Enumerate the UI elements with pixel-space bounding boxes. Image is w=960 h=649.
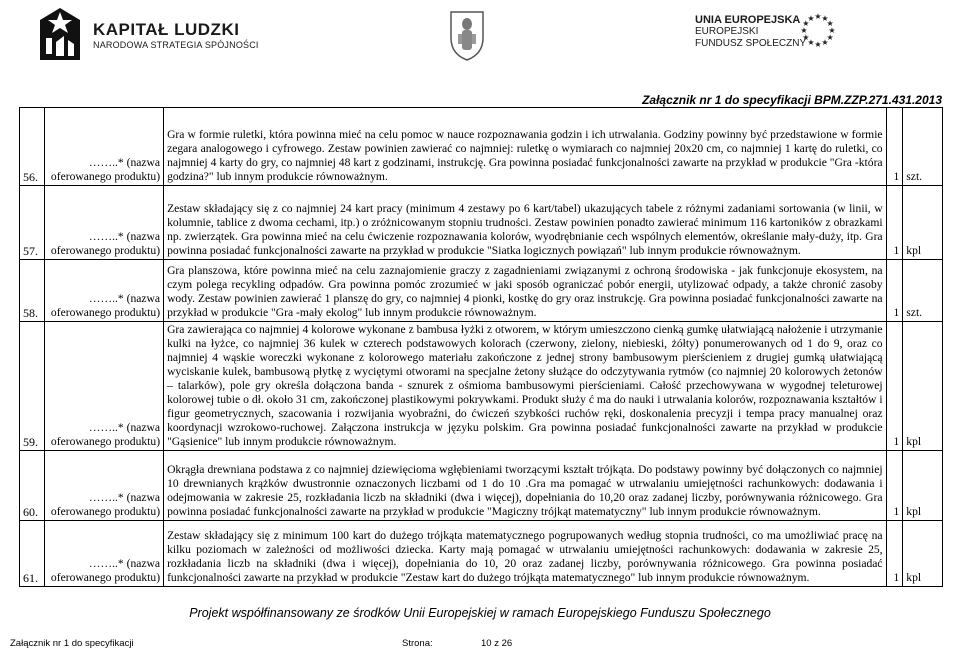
product-description: Okrągła drewniana podstawa z co najmniej dziewięcioma wgłębieniami tworzącymi kształt trójkąta. Do podstawy powinny być dołączonych co najmniej 10 drewnianych krążków dwustronnie oznaczonych liczbami od 1 do 10 .Gra ma pomagać w utrwalaniu umiejętności rachunkowych: dodawania i odejmowania w zakresie 25, rozkładania liczb na składniki (dwa i więcej), dopełniania do 10,20 oraz zadanej liczby, porównywania różnicowego. Gra powinna posiadać funkcjonalności zawarte na przykład w produkcie "Magiczny trójkąt matematyczny" lub innym produkcie równoważnym. bbox=[164, 451, 887, 521]
product-name-placeholder: ……..* (nazwa bbox=[88, 491, 161, 504]
quantity-cell: 1 bbox=[886, 108, 903, 186]
kapital-ludzki-logo bbox=[38, 2, 259, 64]
product-name-hint: oferowanego produktu) bbox=[50, 435, 161, 448]
table-row bbox=[20, 451, 943, 521]
table-row bbox=[20, 108, 943, 186]
product-description: Gra w formie ruletki, która powinna mieć na celu pomoc w nauce rozpoznawania godzin i ich utrwalania. Godziny powinny być przedstawione w formie zegara analogowego i cyfrowego. Zestaw powinien zawierać co najmniej: ruletkę o wymiarach co najmniej 20x20 cm, co najmniej 1 kartę do ruletki, co najmniej 4 karty do gry, co najmniej 48 kart z godzinami, instrukcję. Gra powinna posiadać funkcjonalności zawarte na przykład w produkcie "Gra -która godzina?" lub innym produkcie równoważnym. bbox=[164, 108, 887, 186]
unit-cell: szt. bbox=[903, 108, 943, 186]
product-name-placeholder: ……..* (nazwa bbox=[88, 156, 161, 169]
attachment-header-label: Załącznik nr 1 do specyfikacji BPM.ZZP.271.431.2013 bbox=[642, 93, 942, 107]
eu-star-icon: ★ bbox=[814, 12, 822, 21]
eu-star-icon: ★ bbox=[802, 33, 810, 42]
product-name-placeholder: ……..* (nazwa bbox=[88, 230, 161, 243]
eu-star-icon: ★ bbox=[800, 26, 808, 35]
eu-logo-line3: FUNDUSZ SPOŁECZNY bbox=[695, 38, 807, 49]
table-row bbox=[20, 186, 943, 260]
eu-logo-line2: EUROPEJSKI bbox=[695, 26, 759, 37]
product-name-cell bbox=[45, 186, 164, 260]
product-name-cell bbox=[45, 521, 164, 587]
product-name-hint: oferowanego produktu) bbox=[50, 571, 161, 584]
eu-star-icon: ★ bbox=[821, 38, 829, 48]
product-name-placeholder: ……..* (nazwa bbox=[88, 421, 161, 434]
city-coat-of-arms-icon bbox=[447, 6, 487, 62]
product-name-hint: oferowanego produktu) bbox=[50, 306, 161, 319]
table-row bbox=[20, 260, 943, 322]
eu-logo bbox=[695, 10, 945, 60]
footer-page-label: Strona: bbox=[402, 638, 433, 649]
row-number: 61. bbox=[20, 521, 45, 587]
quantity-cell: 1 bbox=[886, 521, 903, 587]
product-description: Zestaw składający się z co najmniej 24 kart pracy (minimum 4 zestawy po 6 kart/tabel) ukazujących tabele z różnymi zadaniami sortowania (w linii, w kolumnie, tablice z dwoma cechami, itp.) o zróżnicowanym stopniu trudności. Zestaw powinien ponadto zawierać minimum 116 kartoników z obrazkami np. zwierzątek. Gra powinna mieć na celu ćwiczenie rozpoznawania kolorów, wyodrębnianie cech wspólnych elementów, określanie mały-duży, itp. Gra powinna posiadać funkcjonalności zawarte na przykład w produkcie "Siatka logicznych powiązań" lub innym produkcie równoważnym. bbox=[164, 186, 887, 260]
eu-star-icon: ★ bbox=[814, 40, 822, 49]
product-name-cell bbox=[45, 260, 164, 322]
kapital-ludzki-subtitle: NARODOWA STRATEGIA SPÓJNOŚCI bbox=[93, 40, 259, 50]
specification-table bbox=[19, 107, 943, 587]
product-name-placeholder: ……..* (nazwa bbox=[88, 557, 161, 570]
unit-cell: kpl bbox=[903, 322, 943, 451]
eu-star-icon: ★ bbox=[826, 33, 834, 42]
unit-cell: szt. bbox=[903, 260, 943, 322]
eu-star-icon: ★ bbox=[821, 13, 829, 23]
eu-star-icon: ★ bbox=[802, 19, 810, 28]
eu-logo-text bbox=[695, 14, 806, 50]
row-number: 59. bbox=[20, 322, 45, 451]
project-cofinancing-note: Projekt współfinansowany ze środków Unii Europejskiej w ramach Europejskiego Funduszu Społecznego bbox=[189, 606, 771, 620]
unit-cell: kpl bbox=[903, 186, 943, 260]
row-number: 56. bbox=[20, 108, 45, 186]
footer-attachment-label: Załącznik nr 1 do specyfikacji bbox=[10, 638, 134, 649]
table-row bbox=[20, 322, 943, 451]
quantity-cell: 1 bbox=[886, 322, 903, 451]
quantity-cell: 1 bbox=[886, 260, 903, 322]
table-row bbox=[20, 521, 943, 587]
kapital-ludzki-emblem-icon bbox=[38, 2, 82, 62]
quantity-cell: 1 bbox=[886, 186, 903, 260]
eu-star-icon: ★ bbox=[807, 38, 815, 48]
kapital-ludzki-title: KAPITAŁ LUDZKI bbox=[93, 20, 240, 39]
footer-page-number: 10 z 26 bbox=[481, 638, 513, 649]
product-name-hint: oferowanego produktu) bbox=[50, 170, 161, 183]
unit-cell: kpl bbox=[903, 521, 943, 587]
row-number: 57. bbox=[20, 186, 45, 260]
eu-logo-line1: UNIA EUROPEJSKA bbox=[695, 14, 801, 26]
product-description: Gra planszowa, które powinna mieć na celu zaznajomienie graczy z zagadnieniami związanymi z ochroną środowiska - jak funkcjonuje ekosystem, na czym polega recykling odpadów. Gra powinna pomóc zrozumieć w jaki sposób ograniczać pobór energii, utylizować odpady, a także chronić zasoby wody. Zestaw powinien zawierać 1 planszę do gry, co najmniej 4 pionki, kostkę do gry oraz instrukcję. Gra powinna posiadać funkcjonalności zawarte na przykład w produkcie "Gra -mały ekolog" lub innym produkcie równoważnym. bbox=[164, 260, 887, 322]
eu-stars-flag-icon bbox=[798, 10, 838, 50]
product-name-hint: oferowanego produktu) bbox=[50, 244, 161, 257]
eu-star-icon: ★ bbox=[828, 26, 836, 35]
quantity-cell: 1 bbox=[886, 451, 903, 521]
product-name-cell bbox=[45, 451, 164, 521]
row-number: 58. bbox=[20, 260, 45, 322]
product-description: Gra zawierająca co najmniej 4 kolorowe wykonane z bambusa łyżki z otworem, w którym umieszczono cienką gumkę ułatwiającą nałożenie i utrzymanie kulki na łyżce, co najmniej 36 kulek w czterech podstawowych kolorach (czerwony, zielony, niebieski, żółty) ponumerowanych od 1 do 9, oraz co najmniej 4 wąskie woreczki wykonane z kolorowego materiału zakończone z jednej strony bambusowym pierścieniem z drugiej gumką ułatwiającą wyciskanie kulek, bambusową płytkę z wyciętymi otworami na specjalne żetony służące do odczytywania rytmów (co najmniej 20 kolorowych żetonów – talarków), pole gry określa dołączona banda - sznurek z ośmioma bambusowymi pierścieniami. Całość przechowywana w wygodnej teleturowej kolorowej tubie o dł. około 31 cm, zakończonej plastikowymi pokrywkami. Produkt służy ć ma do nauki i utrwalania kolorów, rozpoznawania kształtów i figur geometrycznych, szacowania i rozwijania wyobraźni, do ćwiczeń szybkości ruchów ręki, doskonalenia precyzji i tempa pracy manualnej oraz koordynacji wzrokowo-ruchowej. Załączona instrukcja w języku polskim. Gra powinna posiadać funkcjonalności zawarte na przykład w produkcie "Gąsienice" lub innym produkcie równoważnym. bbox=[164, 322, 887, 451]
product-name-placeholder: ……..* (nazwa bbox=[88, 292, 161, 305]
row-number: 60. bbox=[20, 451, 45, 521]
product-name-hint: oferowanego produktu) bbox=[50, 505, 161, 518]
eu-star-icon: ★ bbox=[826, 19, 834, 28]
product-description: Zestaw składający się z minimum 100 kart do dużego trójkąta matematycznego pogrupowanych według stopnia trudności, co ma umożliwiać pracę na kilku poziomach w zależności od możliwości dziecka. Karty mają pomagać w utrwalaniu umiejętności rachunkowych: dodawania w zakresie 25, rozkładania liczb na składniki (dwa i więcej), dopełniania do 10, 20 oraz zadanej liczby, porównywania różnicowego. Gra powinna posiadać funkcjonalności zawarte na przykład w produkcie "Zestaw kart do dużego trójkąta matematycznego" lub innym produkcie równoważnym. bbox=[164, 521, 887, 587]
product-name-cell bbox=[45, 108, 164, 186]
eu-star-icon: ★ bbox=[807, 13, 815, 23]
product-name-cell bbox=[45, 322, 164, 451]
unit-cell: kpl bbox=[903, 451, 943, 521]
